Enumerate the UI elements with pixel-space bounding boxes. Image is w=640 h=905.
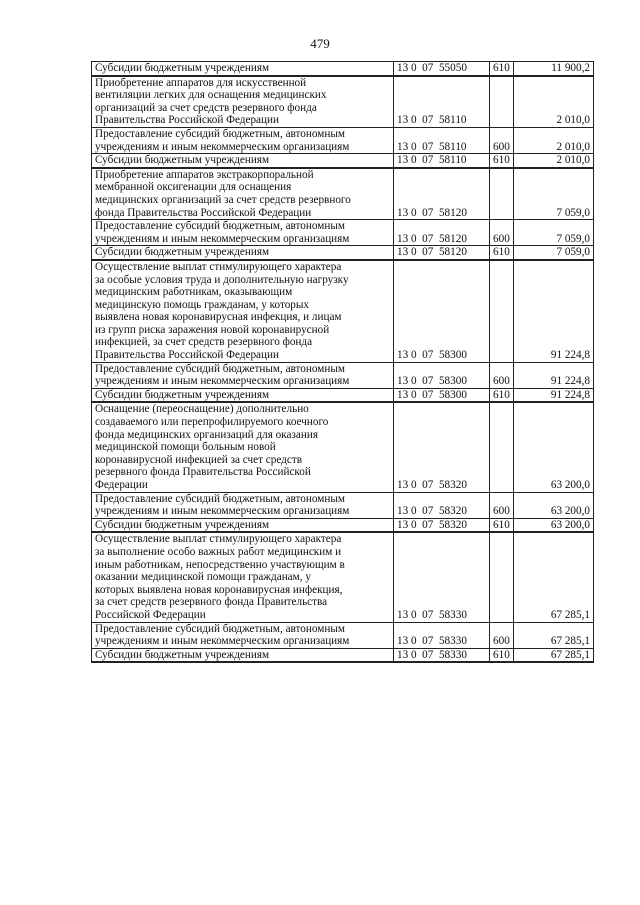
row-name-cell: Оснащение (переоснащение) дополнительно создаваемого или перепрофилируемого коечного фонда медицинских организаций для оказания медицинской помощи больным новой коронавирусной инфекцией за счет средств резервного фонда Правительства Российской Федерации — [92, 402, 394, 492]
row-expense-type-cell — [490, 532, 514, 622]
table-row — [92, 492, 594, 518]
row-code-cell: 13 0 07 58120 — [394, 168, 490, 220]
table-row — [92, 220, 594, 246]
row-amount-cell: 2 010,0 — [514, 154, 594, 168]
row-name-cell: Субсидии бюджетным учреждениям — [92, 648, 394, 662]
table-row — [92, 154, 594, 168]
row-expense-type-cell — [490, 402, 514, 492]
table-row — [92, 532, 594, 622]
row-expense-type-cell: 610 — [490, 388, 514, 402]
row-expense-type-cell: 600 — [490, 220, 514, 246]
row-code-cell: 13 0 07 58320 — [394, 492, 490, 518]
row-name-cell: Предоставление субсидий бюджетным, автономным учреждениям и иным некоммерческим организациям — [92, 492, 394, 518]
row-amount-cell: 11 900,2 — [514, 62, 594, 76]
row-code-cell: 13 0 07 58110 — [394, 76, 490, 128]
table-row — [92, 622, 594, 648]
row-amount-cell: 7 059,0 — [514, 246, 594, 260]
row-code-cell: 13 0 07 58110 — [394, 127, 490, 153]
row-code-cell: 13 0 07 58330 — [394, 622, 490, 648]
row-amount-cell: 67 285,1 — [514, 648, 594, 662]
row-name-cell: Осуществление выплат стимулирующего характера за особые условия труда и дополнительную нагрузку медицинским работникам, оказывающим медицинскую помощь гражданам, у которых выявлена новая коронавирусная инфекция, и лицам из групп риска заражения новой коронавирусной инфекцией, за счет средств резервного фонда Правительства Российской Федерации — [92, 260, 394, 362]
row-name-cell: Приобретение аппаратов экстракорпоральной мембранной оксигенации для оснащения медицинских организаций за счет средств резервного фонда Правительства Российской Федерации — [92, 168, 394, 220]
row-expense-type-cell: 610 — [490, 154, 514, 168]
table-row — [92, 260, 594, 362]
row-amount-cell: 2 010,0 — [514, 127, 594, 153]
row-name-cell: Предоставление субсидий бюджетным, автономным учреждениям и иным некоммерческим организациям — [92, 362, 394, 388]
row-amount-cell: 2 010,0 — [514, 76, 594, 128]
row-code-cell: 13 0 07 58330 — [394, 532, 490, 622]
row-amount-cell: 63 200,0 — [514, 492, 594, 518]
row-code-cell: 13 0 07 58330 — [394, 648, 490, 662]
row-code-cell: 13 0 07 58120 — [394, 246, 490, 260]
row-expense-type-cell: 610 — [490, 246, 514, 260]
table-row — [92, 76, 594, 128]
row-code-cell: 13 0 07 58110 — [394, 154, 490, 168]
row-expense-type-cell: 610 — [490, 648, 514, 662]
table-row — [92, 402, 594, 492]
row-amount-cell: 63 200,0 — [514, 518, 594, 532]
row-expense-type-cell — [490, 168, 514, 220]
budget-table — [91, 61, 594, 663]
row-name-cell: Осуществление выплат стимулирующего характера за выполнение особо важных работ медицинским и иным работникам, непосредственно участвующим в оказании медицинской помощи гражданам, у которых выявлена новая коронавирусная инфекция, за счет средств резервного фонда Правительства Российской Федерации — [92, 532, 394, 622]
row-expense-type-cell — [490, 76, 514, 128]
budget-table-body — [92, 62, 594, 663]
row-amount-cell: 91 224,8 — [514, 260, 594, 362]
table-row — [92, 127, 594, 153]
row-code-cell: 13 0 07 58320 — [394, 518, 490, 532]
row-code-cell: 13 0 07 58120 — [394, 220, 490, 246]
row-amount-cell: 91 224,8 — [514, 362, 594, 388]
table-row — [92, 362, 594, 388]
row-code-cell: 13 0 07 58300 — [394, 362, 490, 388]
table-row — [92, 62, 594, 76]
table-row — [92, 648, 594, 662]
table-row — [92, 168, 594, 220]
row-expense-type-cell: 610 — [490, 62, 514, 76]
row-name-cell: Приобретение аппаратов для искусственной вентиляции легких для оснащения медицинских организаций за счет средств резервного фонда Правительства Российской Федерации — [92, 76, 394, 128]
row-amount-cell: 67 285,1 — [514, 622, 594, 648]
row-expense-type-cell: 600 — [490, 362, 514, 388]
row-name-cell: Предоставление субсидий бюджетным, автономным учреждениям и иным некоммерческим организациям — [92, 127, 394, 153]
row-name-cell: Субсидии бюджетным учреждениям — [92, 388, 394, 402]
row-code-cell: 13 0 07 58300 — [394, 388, 490, 402]
row-amount-cell: 7 059,0 — [514, 220, 594, 246]
table-row — [92, 246, 594, 260]
row-expense-type-cell: 600 — [490, 492, 514, 518]
row-expense-type-cell — [490, 260, 514, 362]
row-expense-type-cell: 610 — [490, 518, 514, 532]
row-name-cell: Субсидии бюджетным учреждениям — [92, 246, 394, 260]
row-amount-cell: 63 200,0 — [514, 402, 594, 492]
row-name-cell: Субсидии бюджетным учреждениям — [92, 518, 394, 532]
page-number: 479 — [310, 36, 330, 51]
row-expense-type-cell: 600 — [490, 127, 514, 153]
row-code-cell: 13 0 07 58300 — [394, 260, 490, 362]
row-amount-cell: 7 059,0 — [514, 168, 594, 220]
row-code-cell: 13 0 07 55050 — [394, 62, 490, 76]
row-amount-cell: 67 285,1 — [514, 532, 594, 622]
row-amount-cell: 91 224,8 — [514, 388, 594, 402]
row-name-cell: Предоставление субсидий бюджетным, автономным учреждениям и иным некоммерческим организациям — [92, 220, 394, 246]
row-name-cell: Предоставление субсидий бюджетным, автономным учреждениям и иным некоммерческим организациям — [92, 622, 394, 648]
row-name-cell: Субсидии бюджетным учреждениям — [92, 62, 394, 76]
row-name-cell: Субсидии бюджетным учреждениям — [92, 154, 394, 168]
row-code-cell: 13 0 07 58320 — [394, 402, 490, 492]
table-row — [92, 518, 594, 532]
table-row — [92, 388, 594, 402]
row-expense-type-cell: 600 — [490, 622, 514, 648]
